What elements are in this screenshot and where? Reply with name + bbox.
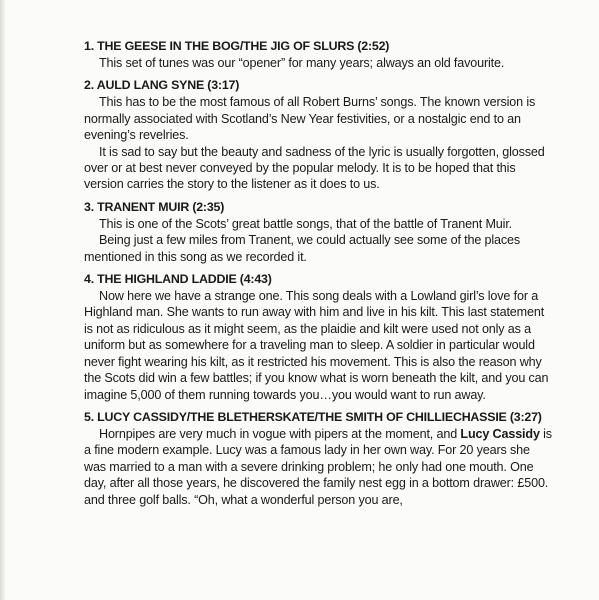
track-title: 1. THE GEESE IN THE BOG/THE JIG OF SLURS (2:52) <box>84 39 390 53</box>
track-5 <box>84 409 554 508</box>
track-title: 2. AULD LANG SYNE (3:17) <box>84 78 240 93</box>
liner-notes <box>84 38 554 514</box>
track-note: Being just a few miles from Tranent, we could actually see some of the places mentioned in this song as we recorded it. <box>84 233 521 264</box>
track-title: 3. TRANENT MUIR (2:35) <box>84 199 225 214</box>
track-note: Now here we have a strange one. This song deals with a Lowland girl’s love for a Highland man. She wants to run away with him and live in his kilt. This last statement is not as ridiculous as it might seem, as the plaidie and kilt were used not only as a uniform but as somewhere for a traveling man to sleep. A soldier in particular would never fight wearing his kilt, as it restricted his movement. This is also the reason why the Scots did win a few battles; if you know what is worn beneath the kilt, and you can imagine 5,000 of them running towards you…you would want to run away. <box>84 289 549 402</box>
track-note: This set of tunes was our “opener” for many years; always an old favourite. <box>99 56 505 70</box>
track-3 <box>84 199 554 265</box>
track-4 <box>84 271 554 403</box>
note-text: is a fine modern example. Lucy was a famous lady in her own way. For 20 years she was married to a man with a severe drinking problem; he only had one mouth. One day, after all those years, he discovered the family nest egg in a bottom drawer: £500. and three golf balls. “Oh, what a wonderful person you are, <box>84 426 552 507</box>
track-2 <box>84 77 554 192</box>
note-text: Hornpipes are very much in vogue with pipers at the moment, and <box>99 426 461 441</box>
page-edge-shadow <box>0 0 6 600</box>
tune-name: Lucy Cassidy <box>460 426 540 441</box>
track-1 <box>84 38 554 71</box>
track-note <box>84 426 554 508</box>
track-note: This has to be the most famous of all Robert Burns’ songs. The known version is normally associated with Scotland’s New Year festivities, or a nostalgic end to an evening’s revelries. <box>84 95 536 143</box>
track-note: This is one of the Scots’ great battle songs, that of the battle of Tranent Muir. <box>99 216 513 231</box>
track-title: 5. LUCY CASSIDY/THE BLETHERSKATE/THE SMITH OF CHILLIECHASSIE (3:27) <box>84 409 542 424</box>
track-note: It is sad to say but the beauty and sadness of the lyric is usually forgotten, glossed over or at best never conveyed by the popular melody. It is to be hoped that this version carries the story to the listener as it does to us. <box>84 144 545 192</box>
track-title: 4. THE HIGHLAND LADDIE (4:43) <box>84 272 272 287</box>
